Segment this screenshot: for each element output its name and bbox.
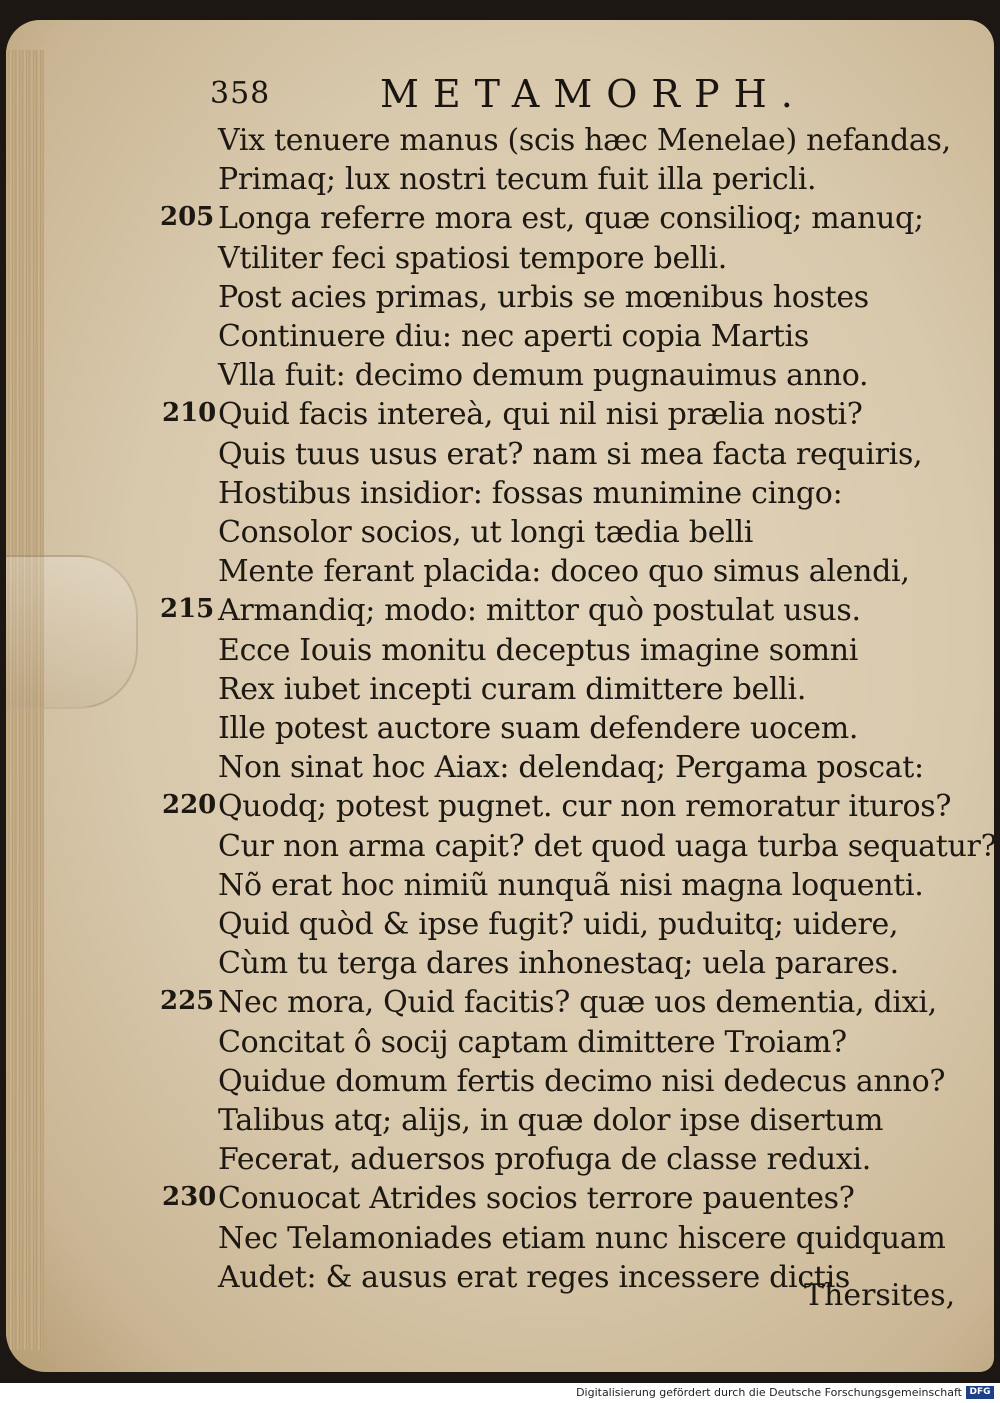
verse-line: Vtiliter feci spatiosi tempore belli. — [218, 240, 728, 276]
verse-line: Vix tenuere manus (scis hæc Menelae) nefandas, — [218, 123, 951, 158]
verse-line: Nõ erat hoc nimiũ nunquã nisi magna loquenti. — [218, 867, 924, 903]
verse-line: Fecerat, aduersos profuga de classe reduxi. — [218, 1142, 872, 1178]
verse-line: Vlla fuit: decimo demum pugnauimus anno. — [218, 358, 869, 394]
line-number: 230 — [162, 1182, 217, 1213]
dfg-logo: DFG — [966, 1386, 994, 1399]
line-number: 210 — [162, 398, 217, 429]
verse-line: Post acies primas, urbis se mœnibus hostes — [218, 279, 869, 315]
verse-line: Quis tuus usus erat? nam si mea facta requiris, — [218, 436, 923, 472]
verse-line: Consolor socios, ut longi tædia belli — [218, 515, 754, 550]
digitization-credit: Digitalisierung gefördert durch die Deutsche Forschungsgemeinschaft — [576, 1386, 962, 1399]
verse-line: Armandiq; modo: mittor quò postulat usus. — [218, 593, 861, 629]
verse-line: Primaq; lux nostri tecum fuit illa pericli. — [218, 162, 817, 198]
verse-line: Rex iubet incepti curam dimittere belli. — [218, 671, 807, 707]
verse-line: Ille potest auctore suam defendere uocem. — [218, 711, 859, 746]
verse-line: Quodq; potest pugnet. cur non remoratur ituros? — [218, 789, 952, 825]
page-header — [210, 72, 860, 116]
verse-line: Mente ferant placida: doceo quo simus alendi, — [218, 554, 910, 590]
running-title: METAMORPH. — [380, 72, 807, 116]
verse-line: Ecce Iouis monitu deceptus imagine somni — [218, 632, 859, 668]
verse-line: Non sinat hoc Aiax: delendaq; Pergama poscat: — [218, 750, 924, 786]
line-number: 205 — [160, 202, 215, 233]
verse-line: Cur non arma capit? det quod uaga turba sequatur? — [218, 828, 997, 864]
verse-line: Nec Telamoniades etiam nunc hiscere quidquam — [218, 1220, 946, 1256]
verse-line: Longa referre mora est, quæ consilioq; manuq; — [218, 201, 924, 237]
verse-line: Talibus atq; alijs, in quæ dolor ipse disertum — [218, 1103, 884, 1138]
verse-line: Nec mora, Quid facitis? quæ uos dementia, dixi, — [218, 985, 937, 1021]
line-number: 225 — [160, 986, 215, 1017]
line-number: 220 — [162, 790, 217, 821]
verse-line: Quid quòd & ipse fugit? uidi, puduitq; uidere, — [218, 907, 899, 942]
verse-line: Quidue domum fertis decimo nisi dedecus anno? — [218, 1063, 946, 1099]
verse-line: Quid facis intereà, qui nil nisi prælia nosti? — [218, 397, 863, 433]
line-number: 215 — [160, 594, 215, 625]
catchword: Thersites, — [804, 1278, 956, 1313]
verse-line: Conuocat Atrides socios terrore pauentes? — [218, 1181, 855, 1217]
verse-line: Continuere diu: nec aperti copia Martis — [218, 319, 809, 354]
page-number: 358 — [210, 76, 271, 111]
verse-line: Hostibus insidior: fossas munimine cingo: — [218, 475, 843, 511]
verse-line: Cùm tu terga dares inhonestaq; uela parares. — [218, 946, 899, 982]
verse-line: Concitat ô socij captam dimittere Troiam? — [218, 1024, 847, 1060]
page-clip — [6, 555, 138, 709]
verse-line: Audet: & ausus erat reges incessere dictis — [218, 1259, 850, 1295]
